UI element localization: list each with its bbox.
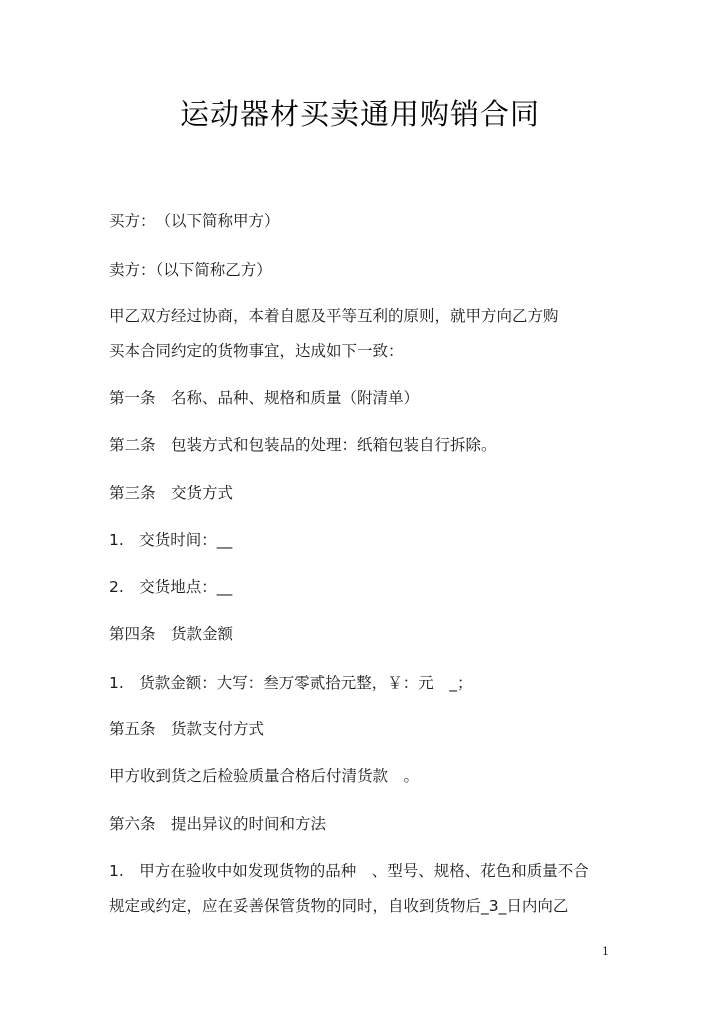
preamble-line-1: 甲乙双方经过协商，本着自愿及平等互利的原则，就甲方向乙方购 [109,307,559,325]
article-3-item-1: 1. 交货时间：__ [109,531,233,549]
article-1: 第一条 名称、品种、规格和质量（附清单） [109,389,420,407]
article-5-body: 甲方收到货之后检验质量合格后付清货款 。 [109,767,420,785]
article-3-heading: 第三条 交货方式 [109,484,234,502]
buyer-line: 买方： （以下简称甲方） [109,212,280,230]
article-6-item-1-line-1: 1. 甲方在验收中如发现货物的品种 、型号、规格、花色和质量不合 [109,862,589,880]
article-6-item-1-line-2: 规定或约定，应在妥善保管货物的同时，自收到货物后_3_日内向乙 [109,897,569,915]
page-number: 1 [602,945,609,958]
article-4-item-1: 1. 货款金额：大写：叁万零贰拾元整，￥：元 _； [109,674,473,692]
article-2: 第二条 包装方式和包装品的处理：纸箱包装自行拆除。 [109,436,497,454]
article-6-heading: 第六条 提出异议的时间和方法 [109,815,327,833]
article-5-heading: 第五条 货款支付方式 [109,720,265,738]
seller-line: 卖方：（以下简称乙方） [109,261,272,279]
article-4-heading: 第四条 货款金额 [109,625,234,643]
article-3-item-2: 2. 交货地点：__ [109,578,233,596]
preamble-line-2: 买本合同约定的货物事宜，达成如下一致： [109,342,404,360]
document-title: 运动器材买卖通用购销合同 [179,97,540,131]
